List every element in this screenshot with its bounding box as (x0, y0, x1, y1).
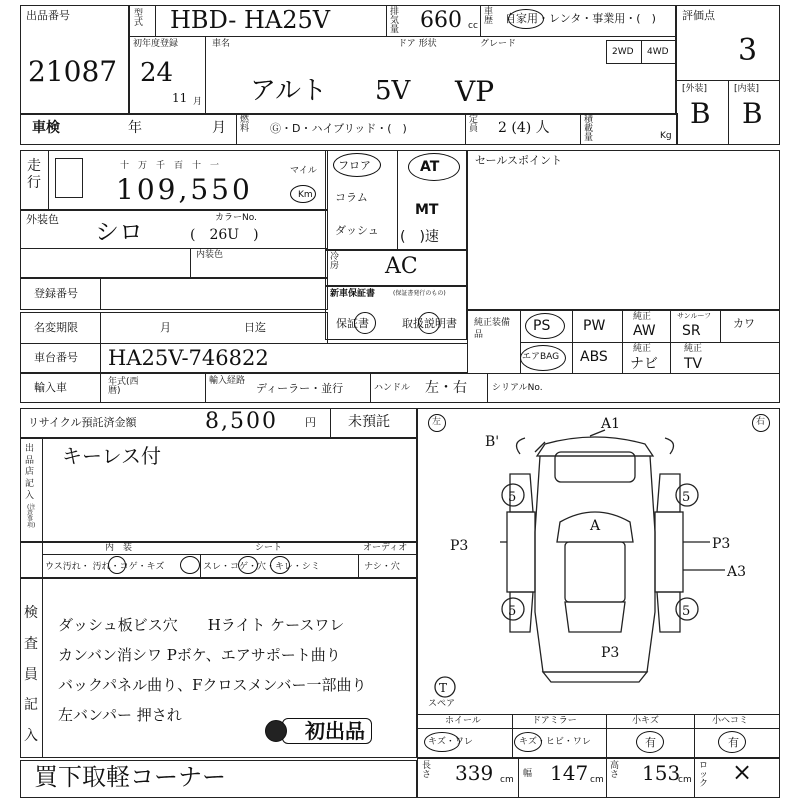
seller-notes-text: キーレス付 (62, 444, 161, 468)
equip-sr-top: サンルーフ (677, 312, 712, 320)
shift-speed: ( )速 (400, 229, 439, 245)
height-value: 153 (642, 761, 681, 785)
front-bumper-shape (537, 437, 653, 456)
warranty-guarantee: 保証書 (336, 317, 369, 330)
mileage-label: 走行 (27, 158, 41, 191)
inspector-notes-side-label: 検査員記入 (24, 605, 38, 745)
mileage-digits-header: 十 万 千 百 十 一 (120, 161, 220, 171)
import-serial-label: シリアルNo. (492, 383, 543, 393)
equip-tv: TV (684, 356, 703, 372)
name-change-label: 名変期限 (34, 321, 78, 334)
mark-5-lr: 5 (508, 604, 517, 619)
recycle-unit: 円 (305, 416, 316, 429)
chassis-label: 車台番号 (34, 351, 78, 364)
doors-label: ドア 形状 (398, 39, 437, 49)
equip-ps: PS (533, 318, 551, 334)
inspector-line-4: 左バンパー 押され (58, 706, 182, 724)
history-label: 車歴 (484, 7, 494, 26)
equip-navi-top: 純正 (633, 344, 652, 354)
diagram-right-label: 右 (756, 417, 766, 427)
equip-navi: ナビ (630, 356, 658, 372)
capacity: 2 (4) 人 (498, 120, 550, 136)
inspector-line-1: ダッシュ板ビス穴 Hライト ケースワレ (58, 616, 345, 634)
body-outline-shape (535, 456, 655, 672)
shift-at: AT (420, 159, 440, 175)
month-unit: 月 (193, 97, 203, 107)
mark-p3-left: P3 (450, 538, 469, 554)
warranty-manual: 取扱説明書 (402, 317, 457, 330)
history-circle (508, 9, 544, 29)
aircon-value: AC (385, 254, 418, 279)
recycle-amount: 8,500 (205, 409, 278, 434)
shift-at-circle (408, 153, 460, 181)
displacement: 660 (420, 8, 462, 33)
check-circle-2 (180, 556, 200, 574)
check-circle-3 (238, 556, 258, 574)
inspection-month: 月 (212, 120, 226, 136)
wheel-label: ホイール (445, 716, 481, 726)
shift-dash: ダッシュ (335, 224, 379, 237)
import-route: ディーラー・並行 (256, 382, 344, 395)
small-scratch: 有 (645, 736, 656, 749)
mirror-circle (514, 732, 542, 752)
mark-p3-rear: P3 (601, 645, 620, 661)
import-route-label: 輸入経路 (209, 376, 246, 386)
equip-airbag-circle (520, 345, 566, 371)
grade-label: グレード (480, 39, 517, 49)
inspection-label: 車検 (32, 120, 60, 136)
mark-a-roof: A (590, 518, 601, 534)
equipment-label: 純正装備品 (474, 318, 511, 340)
height-unit: cm (678, 775, 692, 785)
width-label: 幅 (523, 769, 533, 779)
mirror-items: キズ・ヒビ・ワレ (519, 737, 591, 747)
recycle-label: リサイクル預託済金額 (28, 416, 137, 429)
color-label: 外装色 (26, 213, 59, 226)
check-audio-label: オーディオ (363, 543, 408, 553)
equip-kawa: カワ (733, 317, 755, 330)
mileage-km-circle (290, 185, 316, 203)
mark-p3-right: P3 (712, 536, 731, 552)
mark-5-rf: 5 (682, 490, 691, 505)
equip-aw-top: 純正 (633, 312, 652, 322)
aircon-label: 冷房 (330, 252, 340, 271)
wheel-items: キズ・ワレ (428, 737, 473, 747)
import-handle-label: ハンドル (374, 383, 411, 393)
sales-point-box (467, 150, 780, 310)
color-no: ( 26U ) (190, 227, 259, 243)
length-label: 長さ (422, 761, 432, 780)
car-diagram (425, 412, 765, 712)
spare-label: スペア (428, 699, 456, 709)
mark-5-lf: 5 (508, 490, 517, 505)
drive-4wd: 4WD (647, 47, 669, 57)
history-options: 自家用・レンタ・事業用・( ) (505, 12, 656, 25)
fuel-label: 燃料 (240, 115, 250, 134)
lock-label: ロック (699, 761, 709, 789)
mark-a1: A1 (601, 416, 621, 432)
small-dent-circle (718, 731, 746, 753)
color-value: シロ (95, 218, 143, 246)
mark-5-rr: 5 (682, 604, 691, 619)
sales-point-label: セールスポイント (475, 154, 563, 167)
car-name: アルト (250, 76, 327, 106)
rear-window-shape (565, 602, 625, 632)
recycle-not-deposited: 未預託 (348, 414, 390, 430)
color-no-label: カラーNo. (215, 213, 257, 223)
shift-floor-circle (333, 153, 381, 177)
equip-sr: SR (682, 323, 701, 339)
first-reg-label: 初年度登録 (133, 39, 179, 49)
wheel-circle (424, 732, 460, 752)
equip-airbag: エアBAG (522, 352, 560, 362)
equip-tv-top: 純正 (684, 344, 703, 354)
height-label: 高さ (610, 761, 620, 780)
left-mirror-shape (516, 438, 525, 454)
right-door-shape (655, 512, 683, 592)
seller-notes-side-label: 出品店記入 (25, 444, 35, 501)
length-unit: cm (500, 775, 514, 785)
displacement-unit: cc (468, 21, 478, 31)
diagram-left-label: 左 (432, 417, 442, 427)
left-door-shape (507, 512, 535, 592)
name-change-month: 月 (160, 321, 171, 334)
interior-color-label: 内装色 (196, 250, 224, 260)
check-interior-label: 内 装 (105, 543, 133, 553)
lot-number: 21087 (28, 55, 118, 88)
check-seat-items: スレ・コゲ・穴・キレ・シミ (203, 562, 320, 572)
right-mirror-shape (665, 438, 674, 454)
load-label: 積載量 (584, 115, 594, 143)
seller-notes-side-sub: (注意事項) (27, 504, 36, 529)
warranty-label: 新車保証書 (330, 289, 376, 299)
check-circle-1 (108, 556, 126, 574)
rear-bumper-shape (543, 672, 647, 682)
check-interior-items: ウス汚れ・ 汚れ・コゲ・キズ (45, 562, 165, 572)
capacity-label: 定員 (469, 115, 479, 134)
inspection-year: 年 (128, 120, 142, 136)
corner-text: 買下取軽コーナー (34, 763, 226, 791)
interior-grade-label: [内装] (734, 84, 760, 94)
exterior-grade-label: [外装] (682, 84, 708, 94)
small-scratch-label: 小キズ (632, 716, 659, 726)
lock-value: × (732, 758, 753, 786)
warranty-note: (保証書発行のもの) (393, 290, 446, 297)
doors: 5V (375, 76, 411, 106)
small-dent-label: 小ヘコミ (712, 716, 749, 726)
length-value: 339 (455, 761, 494, 785)
chassis-value: HA25V-746822 (108, 346, 269, 370)
mileage-value: 109,550 (116, 173, 253, 206)
model-code: HBD- HA25V (170, 6, 331, 34)
shift-mt: MT (415, 202, 439, 218)
mileage-unit-mile: マイル (290, 166, 317, 176)
spare-mark: T (439, 681, 448, 695)
interior-grade: B (742, 97, 763, 130)
check-audio-items: ナシ・穴 (364, 562, 400, 572)
roof-shape (565, 542, 625, 602)
inspector-line-3: バックパネル曲り、Fクロスメンバー一部曲り (58, 676, 367, 694)
load-unit: Kg (660, 131, 672, 141)
reg-no-label: 登録番号 (34, 287, 78, 300)
import-year-label: 年式(西暦) (108, 377, 139, 396)
fuel-options: Ⓖ・D・ハイブリッド・( ) (270, 122, 407, 135)
first-listing-stamp-icon (265, 720, 287, 742)
drive-2wd: 2WD (612, 47, 634, 57)
shift-floor: フロア (338, 159, 371, 172)
exterior-grade: B (690, 97, 711, 130)
mileage-check-box (55, 158, 83, 198)
inspector-line-2: カンバン消シワ Pボケ、エアサポート曲り (58, 646, 341, 664)
equip-aw: AW (633, 323, 656, 339)
first-reg-year: 24 (140, 58, 174, 88)
check-seat-label: シート (255, 543, 283, 553)
score: 3 (738, 33, 758, 68)
width-value: 147 (550, 761, 589, 785)
shift-column: コラム (335, 191, 368, 204)
grade: VP (455, 75, 495, 108)
displacement-label: 排気量 (390, 7, 400, 35)
color-box (20, 210, 328, 278)
mileage-unit-km: Km (298, 190, 313, 200)
warranty-manual-circle (418, 312, 440, 334)
score-label: 評価点 (682, 9, 715, 22)
name-change-day: 日迄 (244, 321, 266, 334)
first-reg-month: 11 (172, 91, 188, 105)
import-label: 輸入車 (34, 381, 67, 394)
width-unit: cm (590, 775, 604, 785)
model-code-label: 型式 (134, 9, 144, 28)
check-circle-4 (270, 556, 290, 574)
small-scratch-circle (636, 731, 664, 753)
small-dent: 有 (728, 736, 739, 749)
mark-b-prime: B' (485, 434, 500, 450)
first-listing-stamp: 初出品 (282, 718, 372, 744)
equip-ps-circle (525, 313, 565, 339)
mark-a3-right: A3 (727, 564, 747, 580)
lot-label: 出品番号 (26, 9, 70, 22)
equip-pw: PW (583, 318, 606, 334)
car-name-label: 車名 (212, 39, 231, 49)
mirror-label: ドアミラー (532, 716, 577, 726)
warranty-guarantee-circle (354, 312, 376, 334)
import-handle: 左・右 (425, 380, 467, 396)
equip-abs: ABS (580, 349, 608, 365)
